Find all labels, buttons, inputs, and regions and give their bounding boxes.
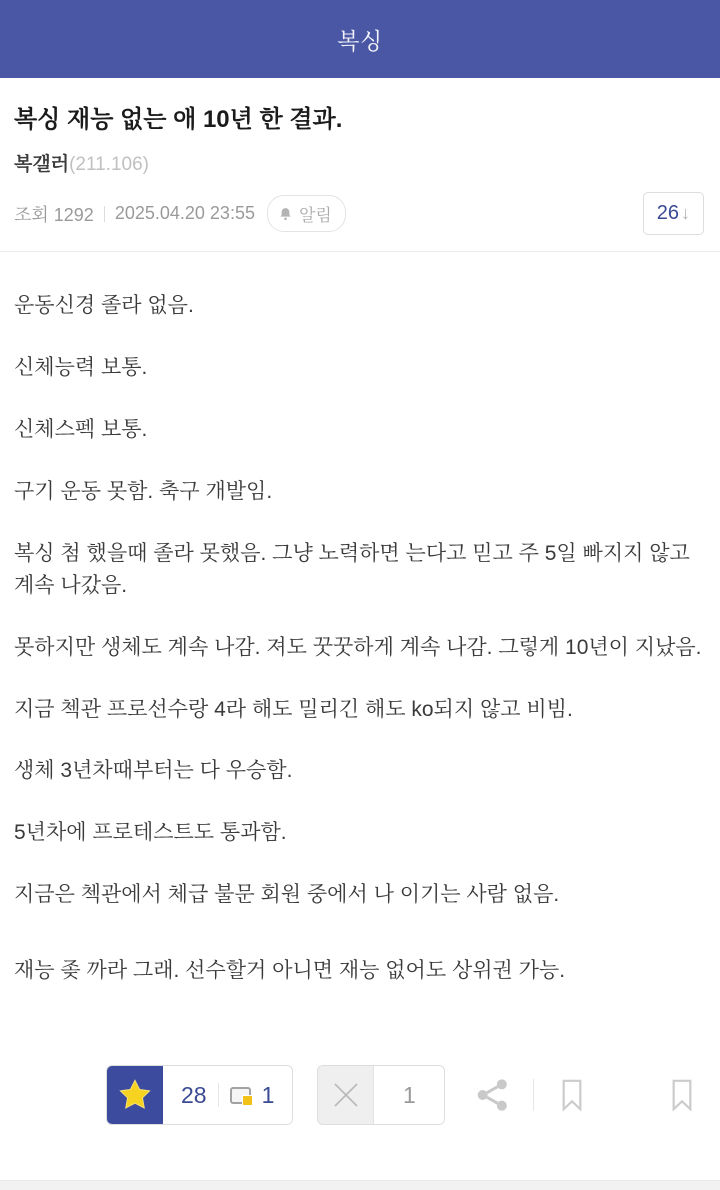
upvote-count: 28 xyxy=(181,1081,207,1108)
body-paragraph: 구기 운동 못함. 축구 개발임. xyxy=(14,479,273,503)
meta-info xyxy=(14,195,346,232)
comment-jump-button[interactable] xyxy=(643,192,704,235)
body-paragraph: 지금은 첵관에서 체급 불문 회원 중에서 나 이기는 사람 없음. xyxy=(14,883,560,907)
gallog-upvote-count: 1 xyxy=(261,1081,275,1108)
downvote-counts xyxy=(374,1066,444,1124)
upvote-star-box[interactable] xyxy=(107,1066,163,1124)
actionbar-divider xyxy=(533,1079,534,1111)
body-paragraph: 지금 첵관 프로선수랑 4라 해도 밀리긴 해도 ko되지 않고 비빔. xyxy=(14,697,573,721)
x-icon xyxy=(327,1076,365,1114)
app-bar xyxy=(0,0,720,78)
body-paragraph: 신체스펙 보통. xyxy=(14,418,148,441)
gallery-title: 복싱 xyxy=(337,27,383,54)
down-arrow-icon: ↓ xyxy=(681,203,690,224)
post-header xyxy=(0,78,720,252)
body-paragraph: 5년차에 프로테스트도 통과함. xyxy=(14,821,287,845)
author-name[interactable]: 복갤러 xyxy=(14,154,70,176)
bookmark-icon xyxy=(552,1074,592,1116)
body-paragraph: 복싱 첨 했을때 졸라 못했음. 그냥 노력하면 는다고 믿고 주 5일 빠지지 않고 계속 나갔음. xyxy=(14,541,690,597)
bookmark-button[interactable] xyxy=(552,1074,592,1116)
author-row xyxy=(14,149,704,176)
post-timestamp: 2025.04.20 23:55 xyxy=(114,203,255,224)
bookmark-icon xyxy=(662,1074,702,1116)
comment-count: 26 xyxy=(656,202,679,225)
meta-row xyxy=(14,192,704,235)
author-ip: (211.106) xyxy=(69,154,149,176)
bell-icon xyxy=(278,206,293,222)
body-paragraph: 생체 3년차때부터는 다 우승함. xyxy=(14,759,293,783)
downvote-button[interactable] xyxy=(317,1065,445,1125)
upvote-button[interactable] xyxy=(106,1065,293,1125)
body-paragraph: 운동신경 졸라 없음. xyxy=(14,294,194,318)
alarm-label: 알림 xyxy=(298,206,332,226)
gallog-recommend-icon xyxy=(230,1087,251,1104)
body-paragraph: 못하지만 생체도 계속 나감. 져도 꿋꿋하게 계속 나감. 그렇게 10년이 지났음. xyxy=(14,635,702,659)
alarm-toggle-button[interactable] xyxy=(267,195,346,232)
downvote-count: 1 xyxy=(402,1081,416,1108)
body-paragraph: 신체능력 보통. xyxy=(14,356,148,380)
body-paragraph: 재능 좆 까라 그래. 선수할거 아니면 재능 없어도 상위권 가능. xyxy=(14,959,566,983)
action-bar xyxy=(0,1041,720,1141)
view-count: 조회 1292 xyxy=(14,204,94,225)
bookmark-secondary-button[interactable] xyxy=(662,1074,702,1116)
post-title: 복싱 재능 없는 애 10년 한 결과. xyxy=(14,106,343,133)
share-icon xyxy=(473,1075,513,1115)
next-section-edge xyxy=(0,1180,720,1190)
meta-divider xyxy=(104,206,105,222)
post-body xyxy=(0,252,720,1041)
count-divider xyxy=(218,1083,219,1107)
upvote-counts xyxy=(163,1066,292,1124)
share-button[interactable] xyxy=(473,1075,513,1115)
star-icon xyxy=(117,1077,153,1113)
downvote-x-box[interactable] xyxy=(318,1066,374,1124)
